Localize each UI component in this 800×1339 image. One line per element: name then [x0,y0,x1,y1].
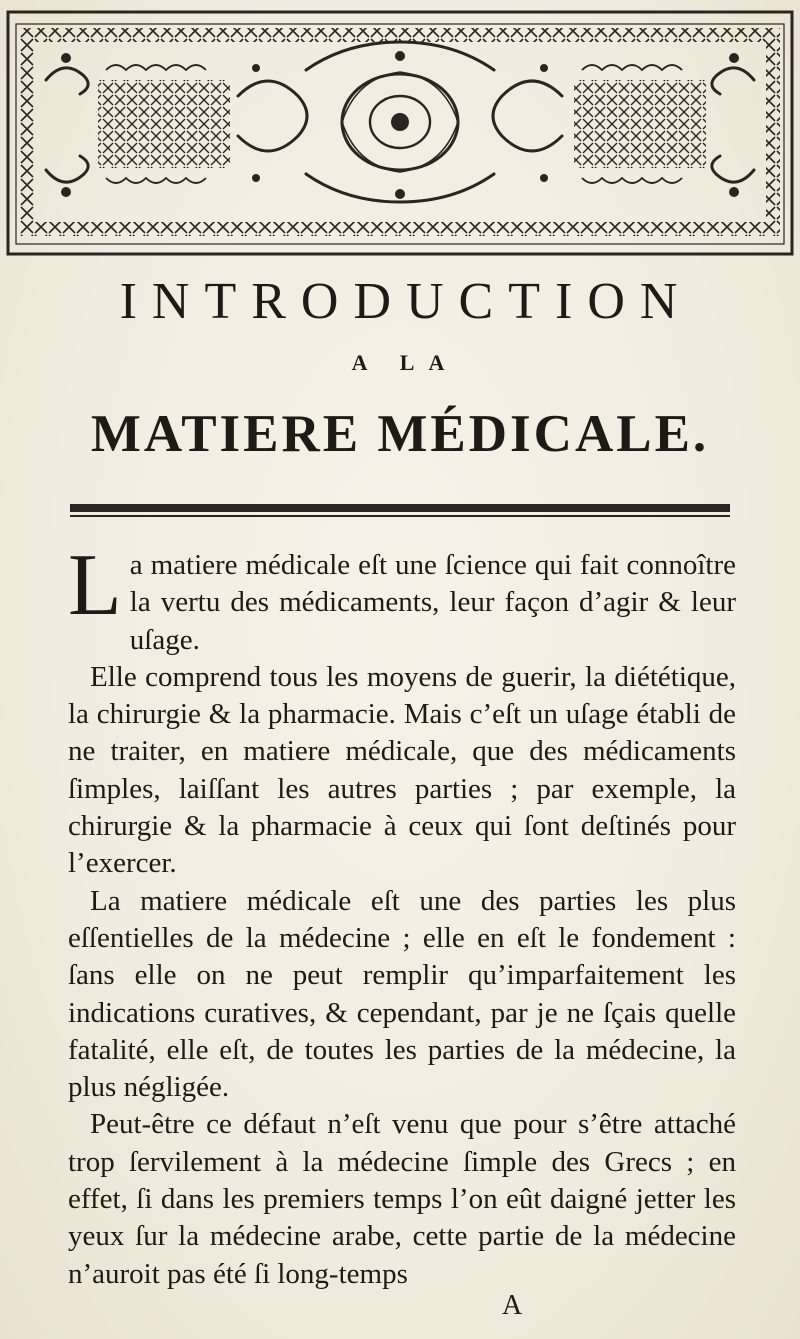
headpiece-ornament [6,10,794,256]
title-matiere-medicale: MATIERE MÉDICALE. [90,405,710,463]
drop-cap: L [68,537,122,634]
thick-rule [70,504,730,512]
signature-mark: A [502,1290,523,1321]
paragraph-1-text: a matiere médicale eſt une ſcience qui fait connoître la vertu des médicaments, leur façon d’agir & leur uſage. [129,549,736,656]
body-text [68,537,736,1293]
thin-rule [70,515,730,517]
paragraph-2: Elle comprend tous les moyens de guerir, la diététique, la chirurgie & la pharmacie. Mais c’eſt un uſage établi de ne traiter, en matiere médicale, que des médicaments ſimples, laiſſant les autres parties ; par exemple, la chirurgie & la pharmacie à ceux qui ſont deſtinés pour l’exercer. [68,660,736,880]
title-a-la: A LA [351,350,459,375]
paragraph-3: La matiere médicale eſt une des parties les plus eſſentielles de la médecine ; elle en eſt le fondement : ſans elle on ne peut remplir qu’imparfaitement les indications curatives, & cependant, par je ne ſçais quelle fatalité, elle eſt, de toutes les parties de la médecine, la plus négligée. [68,884,736,1104]
title-introduction: INTRODUCTION [119,273,693,330]
paragraph-4: Peut-être ce défaut n’eſt venu que pour s’être attaché trop ſervilement à la médecine ſimple des Grecs ; en effet, ſi dans les premiers temps l’on eût daigné jetter les yeux ſur la médecine arabe, cette partie de la médecine n’auroit pas été ſi long-temps [68,1108,736,1290]
paragraph-1 [68,537,736,659]
